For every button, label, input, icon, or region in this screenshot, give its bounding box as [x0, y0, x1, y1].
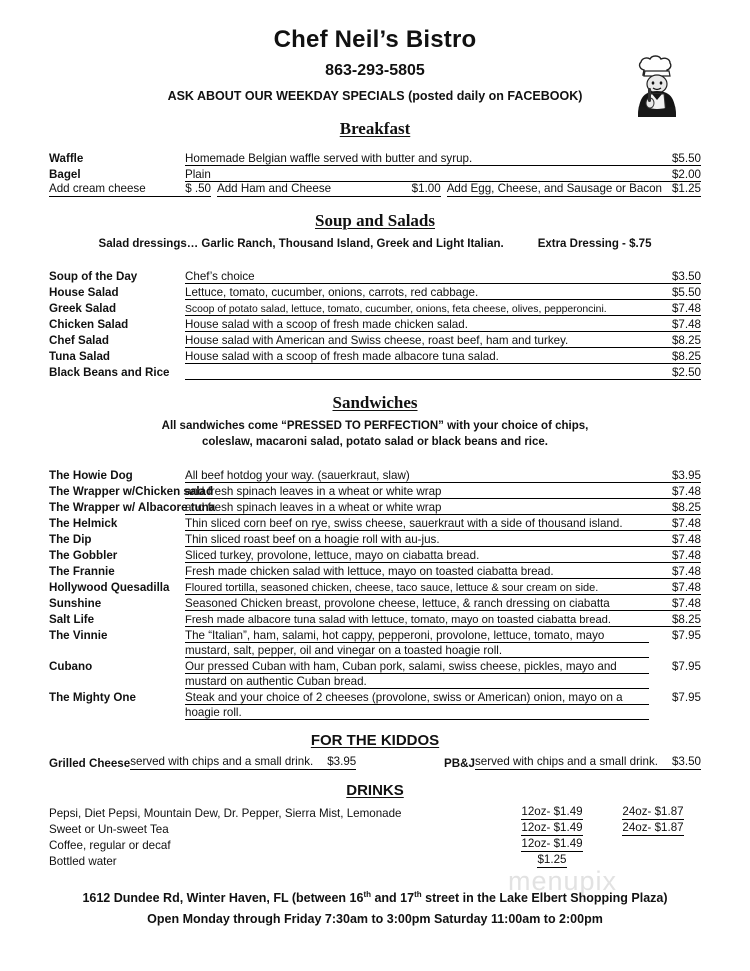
table-row: [49, 363, 701, 379]
salad-dressings-note: [0, 236, 750, 253]
business-name: Chef Neil’s Bistro: [273, 26, 477, 53]
item-name: House Salad: [49, 286, 119, 300]
item-description: Fresh made chicken salad with lettuce, mayo on toasted ciabatta bread.: [185, 562, 649, 578]
item-name: Chicken Salad: [49, 318, 129, 332]
item-description: Our pressed Cuban with ham, Cuban pork, salami, swiss cheese, pickles, mayo and: [185, 657, 649, 673]
addon-ham-and-cheese: [217, 182, 441, 197]
item-price: $7.48: [649, 482, 701, 498]
menu-footer: [0, 888, 750, 931]
item-name: The Dip: [49, 533, 92, 547]
section-title-soup-and-salads: Soup and Salads: [314, 210, 436, 230]
table-row: [49, 299, 701, 315]
table-row: [49, 315, 701, 331]
menupix-watermark: menupix: [508, 866, 618, 896]
kiddos-item-pbj: [444, 755, 701, 770]
item-name: The Gobbler: [49, 549, 118, 563]
table-row: [49, 283, 701, 299]
item-name: The Frannie: [49, 565, 115, 579]
item-description: House salad with a scoop of fresh made albacore tuna salad.: [185, 347, 649, 363]
item-name: Chef Salad: [49, 334, 109, 348]
phone-number: 863-293-5805: [325, 62, 425, 79]
sandwiches-note: [0, 418, 750, 451]
item-name: Hollywood Quesadilla: [49, 581, 170, 595]
item-name: Waffle: [49, 152, 84, 165]
item-description-line2: hoagie roll.: [185, 704, 649, 719]
table-row: [49, 836, 701, 852]
item-description: Fresh made albacore tuna salad with lettuce, tomato, mayo on toasted ciabatta bread.: [185, 610, 649, 626]
item-description: and fresh spinach leaves in a wheat or white wrap: [185, 498, 649, 514]
drink-price-12oz: 12oz- $1.49: [521, 820, 583, 834]
item-name: The Wrapper w/Chicken salad: [49, 485, 214, 499]
drinks-table: [49, 804, 701, 868]
item-description: Scoop of potato salad, lettuce, tomato, cucumber, onions, feta cheese, olives, pepperoncini.: [185, 299, 649, 315]
kiddos-row: [49, 755, 701, 770]
table-row: [49, 562, 701, 578]
section-title-breakfast: Breakfast: [339, 119, 411, 138]
table-row: [49, 149, 701, 165]
item-price: $7.48: [649, 315, 701, 331]
item-price: $7.48: [649, 299, 701, 315]
drink-price-12oz: $1.25: [537, 852, 567, 866]
item-price: $3.50: [649, 267, 701, 283]
address-line: 1612 Dundee Rd, Winter Haven, FL (between 16th and 17th street in the Lake Elbert Shopping Plaza): [82, 889, 668, 905]
chef-illustration-icon: [626, 54, 688, 126]
addon-price: $ .50: [185, 181, 211, 195]
item-description: Steak and your choice of 2 cheeses (provolone, swiss or American) onion, mayo on a: [185, 688, 649, 704]
table-row: [49, 482, 701, 498]
addon-price: $1.25: [671, 181, 701, 195]
drink-price-24oz: 24oz- $1.87: [622, 804, 684, 818]
table-row: [49, 820, 701, 836]
item-description: Sliced turkey, provolone, lettuce, mayo on ciabatta bread.: [185, 546, 649, 562]
addon-cream-cheese: [49, 182, 211, 197]
item-name: The Howie Dog: [49, 469, 133, 483]
item-price: $7.48: [649, 514, 701, 530]
drink-price-12oz: 12oz- $1.49: [521, 804, 583, 818]
table-row: [49, 347, 701, 363]
item-price: $8.25: [649, 347, 701, 363]
item-name: Grilled Cheese: [49, 756, 131, 770]
addon-label: Add cream cheese: [49, 181, 146, 195]
table-row: [49, 657, 701, 673]
addon-label: Add Ham and Cheese: [216, 181, 332, 195]
item-name: Cubano: [49, 660, 93, 674]
item-price: $8.25: [649, 610, 701, 626]
drink-price-24oz: 24oz- $1.87: [622, 820, 684, 834]
sandwiches-table: [49, 466, 701, 720]
item-description-line2: mustard, salt, pepper, oil and vinegar on a toasted hoagie roll.: [185, 642, 649, 657]
dressings-list: Salad dressings… Garlic Ranch, Thousand Island, Greek and Light Italian.: [98, 237, 504, 250]
table-row: [49, 626, 701, 642]
item-name: PB&J: [444, 756, 475, 770]
drink-price-24oz: [605, 836, 701, 852]
drink-name: Sweet or Un-sweet Tea: [49, 822, 169, 836]
soup-salads-table: [49, 267, 701, 380]
item-name: The Mighty One: [49, 691, 136, 705]
item-price: $5.50: [649, 149, 701, 165]
item-name: Greek Salad: [49, 302, 117, 316]
item-price: $8.25: [649, 498, 701, 514]
table-row-continuation: [49, 642, 701, 657]
item-description: Homemade Belgian waffle served with butter and syrup.: [185, 149, 649, 165]
drink-price-12oz: 12oz- $1.49: [521, 836, 583, 850]
table-row: [49, 578, 701, 594]
table-row: [49, 498, 701, 514]
item-price: $8.25: [649, 331, 701, 347]
item-price: $7.48: [649, 594, 701, 610]
drink-name: Coffee, regular or decaf: [49, 838, 171, 852]
table-row: [49, 165, 701, 181]
item-description: served with chips and a small drink.: [130, 754, 314, 768]
table-row: [49, 530, 701, 546]
item-description-line2: mustard on authentic Cuban bread.: [185, 673, 649, 688]
table-row: [49, 267, 701, 283]
item-price: $2.00: [649, 165, 701, 181]
table-row: [49, 852, 701, 868]
item-description: [185, 363, 649, 379]
table-row-continuation: [49, 704, 701, 719]
section-title-drinks: DRINKS: [346, 781, 404, 799]
addon-egg-cheese-sausage-bacon: [447, 182, 701, 197]
table-row-continuation: [49, 673, 701, 688]
item-price: $7.48: [649, 562, 701, 578]
hours-line: Open Monday through Friday 7:30am to 3:00pm Saturday 11:00am to 2:00pm: [147, 911, 603, 926]
item-price: $7.95: [671, 629, 701, 643]
sandwiches-note-line2: coleslaw, macaroni salad, potato salad or black beans and rice.: [202, 436, 548, 449]
item-price: $3.95: [649, 466, 701, 482]
drink-name: Bottled water: [49, 854, 117, 868]
item-description: Lettuce, tomato, cucumber, onions, carrots, red cabbage.: [185, 283, 649, 299]
section-title-sandwiches: Sandwiches: [332, 392, 418, 412]
item-price: $7.48: [649, 578, 701, 594]
item-price: $2.50: [649, 363, 701, 379]
item-price: $3.50: [658, 755, 701, 770]
item-description: Floured tortilla, seasoned chicken, cheese, taco sauce, lettuce & sour cream on side.: [185, 578, 649, 594]
item-name: Salt Life: [49, 613, 95, 627]
item-description: Seasoned Chicken breast, provolone cheese, lettuce, & ranch dressing on ciabatta: [185, 594, 649, 610]
item-description: Thin sliced roast beef on a hoagie roll with au-jus.: [185, 530, 649, 546]
weekday-specials-note: ASK ABOUT OUR WEEKDAY SPECIALS (posted daily on FACEBOOK): [167, 89, 583, 103]
item-name: The Wrapper w/ Albacore tuna: [49, 501, 216, 515]
item-name: Tuna Salad: [49, 350, 110, 364]
kiddos-item-grilled-cheese: [49, 755, 356, 770]
addon-price: $1.00: [411, 181, 441, 195]
item-price: $7.48: [649, 546, 701, 562]
item-description: The “Italian”, ham, salami, hot cappy, pepperoni, provolone, lettuce, tomato, mayo: [185, 626, 649, 642]
table-row: [49, 546, 701, 562]
table-row: [49, 514, 701, 530]
item-name: Sunshine: [49, 597, 102, 611]
item-name: The Helmick: [49, 517, 118, 531]
item-description: House salad with a scoop of fresh made chicken salad.: [185, 315, 649, 331]
section-title-for-the-kiddos: FOR THE KIDDOS: [310, 731, 440, 749]
item-description: House salad with American and Swiss cheese, roast beef, ham and turkey.: [185, 331, 649, 347]
item-description: Thin sliced corn beef on rye, swiss cheese, sauerkraut with a side of thousand island.: [185, 514, 649, 530]
item-description: Chef’s choice: [185, 267, 649, 283]
item-price: $7.48: [649, 530, 701, 546]
addon-label: Add Egg, Cheese, and Sausage or Bacon: [446, 181, 662, 195]
item-description: and fresh spinach leaves in a wheat or white wrap: [185, 482, 649, 498]
drink-price-24oz: [605, 852, 701, 868]
item-price: $7.95: [671, 691, 701, 705]
table-row: [49, 594, 701, 610]
item-name: Soup of the Day: [49, 270, 138, 284]
drink-name: Pepsi, Diet Pepsi, Mountain Dew, Dr. Pepper, Sierra Mist, Lemonade: [49, 806, 402, 820]
breakfast-addons-row: [49, 182, 701, 197]
table-row: [49, 466, 701, 482]
item-price: $5.50: [649, 283, 701, 299]
item-description: Plain: [185, 165, 649, 181]
table-row: [49, 804, 701, 820]
sandwiches-note-line1: All sandwiches come “PRESSED TO PERFECTION” with your choice of chips,: [161, 419, 589, 432]
table-row: [49, 610, 701, 626]
item-description: All beef hotdog your way. (sauerkraut, slaw): [185, 466, 649, 482]
table-row: [49, 688, 701, 704]
extra-dressing-price: Extra Dressing - $.75: [537, 237, 652, 250]
item-price: $7.95: [671, 660, 701, 674]
item-name: The Vinnie: [49, 629, 108, 643]
item-price: $3.95: [313, 755, 356, 770]
breakfast-table: [49, 149, 701, 182]
item-name: Bagel: [49, 168, 81, 181]
item-name: Black Beans and Rice: [49, 366, 170, 380]
item-description: served with chips and a small drink.: [474, 754, 658, 768]
table-row: [49, 331, 701, 347]
